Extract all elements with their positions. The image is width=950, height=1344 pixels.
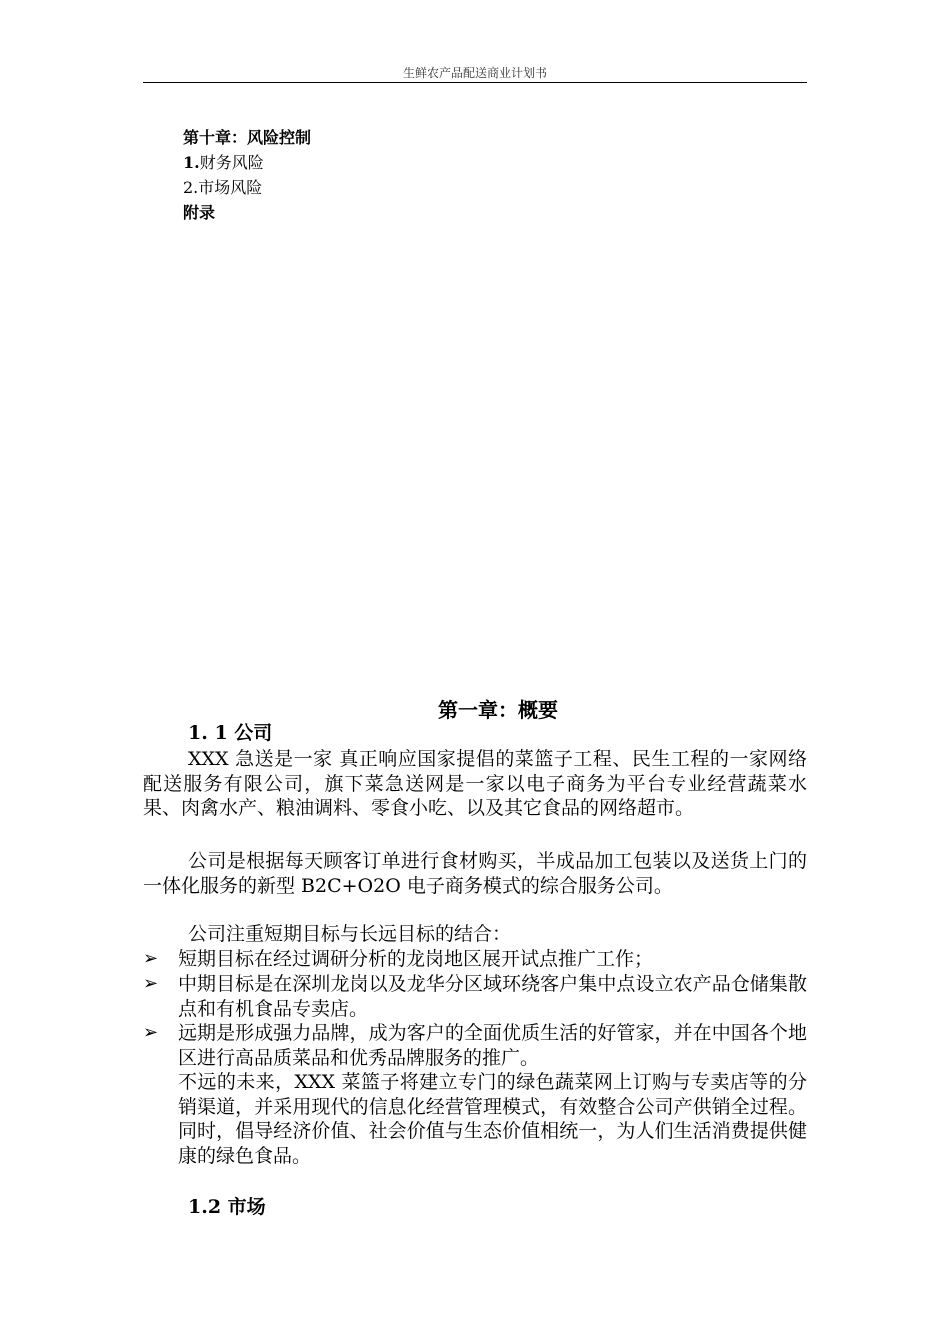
arrow-bullet-icon: ➢: [143, 1022, 159, 1043]
header-rule: [143, 82, 807, 83]
toc-item-financial-risk: [183, 150, 311, 175]
paragraph-future-vision: 不远的未来，XXX 菜篮子将建立专门的绿色蔬菜网上订购与专卖店等的分销渠道，并采用现代的信息化经营管理模式，有效整合公司产供销全过程。同时，倡导经济价值、社会价值与生态价值相统一，为人们生活消费提供健康的绿色食品。: [178, 1071, 807, 1167]
toc-item-number: 1.: [183, 153, 200, 172]
section-heading-company: 1. 1 公司: [188, 722, 273, 744]
running-header: 生鲜农产品配送商业计划书: [402, 66, 547, 80]
toc-item-market-risk: 2.市场风险: [183, 178, 263, 197]
list-item: [143, 947, 807, 972]
section-heading-market: 1.2 市场: [188, 1196, 266, 1218]
list-item-text: 远期是形成强力品牌，成为客户的全面优质生活的好管家，并在中国各个地区进行高品质菜品和优秀品牌服务的推广。: [178, 1022, 807, 1069]
list-item-text: 中期目标是在深圳龙岗以及龙华分区域环绕客户集中点设立农产品仓储集散点和有机食品专卖店。: [178, 973, 807, 1020]
paragraph-goals-intro: 公司注重短期目标与长远目标的结合：: [188, 923, 512, 945]
toc-chapter-10: 第十章：风险控制: [183, 128, 312, 147]
list-item: [143, 972, 807, 1021]
chapter-title: 第一章：概要: [438, 698, 558, 722]
list-item-text: 短期目标在经过调研分析的龙岗地区展开试点推广工作；: [178, 948, 654, 970]
paragraph-business-model: 公司是根据每天顾客订单进行食材购买，半成品加工包装以及送货上门的一体化服务的新型 B2C+O2O 电子商务模式的综合服务公司。: [143, 850, 807, 897]
list-item: [143, 1021, 807, 1070]
toc-item-label: 财务风险: [199, 153, 264, 172]
table-of-contents: [183, 125, 311, 225]
paragraph-company-intro: XXX 急送是一家 真正响应国家提倡的菜篮子工程、民生工程的一家网络配送服务有限公司，旗下菜急送网是一家以电子商务为平台专业经营蔬菜水果、肉禽水产、粮油调料、零食小吃、以及其它食品的网络超市。: [143, 748, 807, 819]
arrow-bullet-icon: ➢: [143, 948, 159, 969]
arrow-bullet-icon: ➢: [143, 973, 159, 994]
toc-appendix: 附录: [183, 203, 216, 222]
